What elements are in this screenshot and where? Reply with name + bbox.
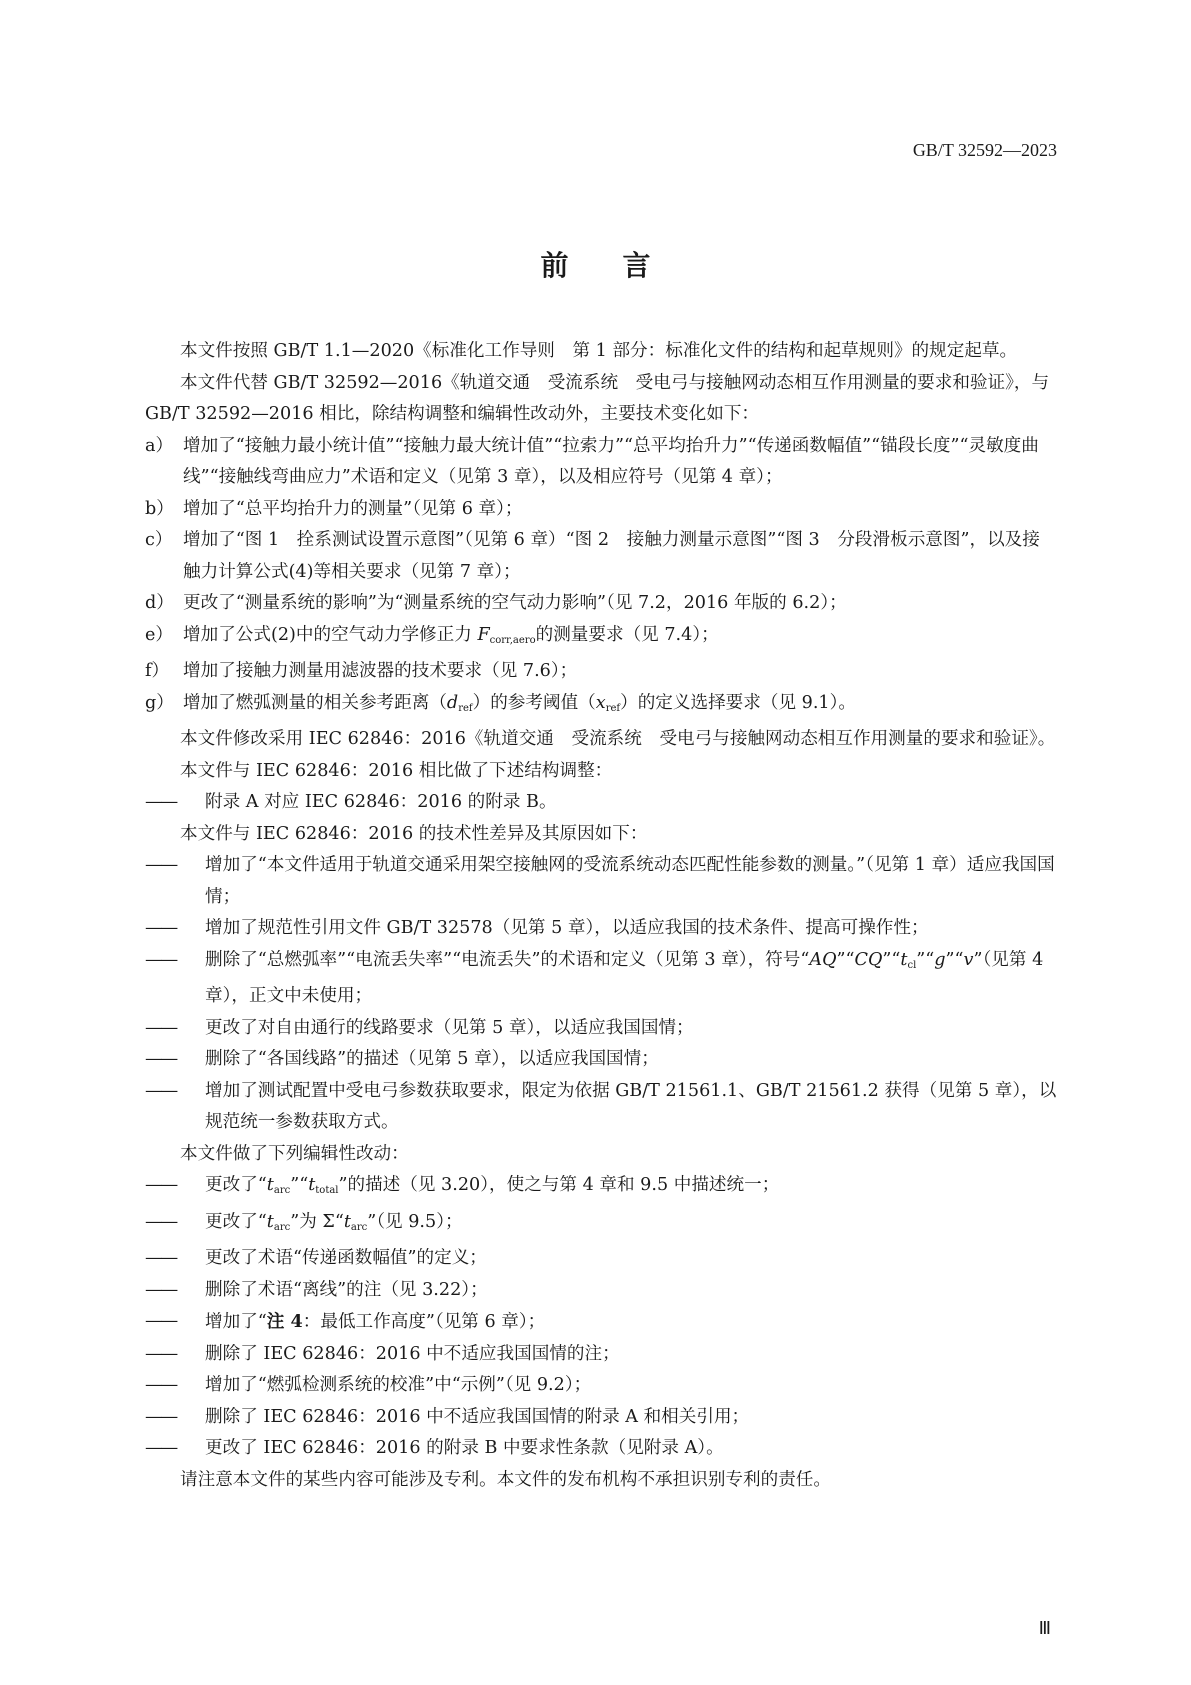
page-number: Ⅲ [1038,1618,1051,1638]
list-item: —— 删除了 IEC 62846：2016 中不适应我国国情的附录 A 和相关引用； [145,1406,750,1427]
list-item: —— 增加了测试配置中受电弓参数获取要求，限定为依据 GB/T 21561.1、GB/T 21561.2 获得（见第 5 章），以规范统一参数获取方式。 [145,1080,1057,1132]
paragraph: 本文件代替 GB/T 32592—2016《轨道交通 受流系统 受电弓与接触网动态相互作用测量的要求和验证》，与 GB/T 32592—2016 相比，除结构调整和编辑性改动外，主要技术变化如下： [145,372,1050,424]
list-item: —— 附录 A 对应 IEC 62846：2016 的附录 B。 [145,792,557,812]
list-item: —— 删除了 IEC 62846：2016 中不适应我国国情的注； [145,1343,620,1364]
list-item: —— 更改了“$t_{arc}$”为 $\Sigma“t_{arc}$”（见 9.5）； [145,1211,463,1233]
list-item: —— 更改了“$t_{arc}”“t_{total}$”的描述（见 3.20），使之与第 4 章和 9.5 中描述统一； [145,1175,780,1196]
paragraph: 本文件按照 GB/T 1.1—2020《标准化工作导则 第 1 部分：标准化文件的结构和起草规则》的规定起草。 [180,341,1018,361]
standard-number: GB/T 32592—2023 [912,140,1057,160]
list-item: —— 增加了“本文件适用于轨道交通采用架空接触网的受流系统动态匹配性能参数的测量。”（见第 1 章）适应我国国情； [145,855,1055,907]
paragraph: 本文件修改采用 IEC 62846：2016《轨道交通 受流系统 受电弓与接触网动态相互作用测量的要求和验证》。 [180,729,1056,749]
page-title: 前言 [540,249,705,282]
list-item: —— 删除了“各国线路”的描述（见第 5 章），以适应我国国情； [145,1049,659,1069]
list-item: e） 增加了公式(2)中的空气动力学修正力 $F_{corr,aero}$的测量要求（见 7.4）； [145,624,719,646]
paragraph: 本文件与 IEC 62846：2016 的技术性差异及其原因如下： [180,823,648,844]
list-item: —— 删除了术语“离线”的注（见 3.22）； [145,1279,488,1300]
list-item: —— 删除了“总燃弧率”“电流丢失率”“电流丢失”的术语和定义（见第 3 章），符号“$AQ”“CQ”“t_{cl}”“g”“v$”（见第 4 章），正文中未使用； [145,949,1044,1006]
list-item: —— 增加了“燃弧检测系统的校准”中“示例”（见 9.2）； [145,1375,592,1395]
list-item: g） 增加了燃弧测量的相关参考距离$(d_{ref})$的参考阈值$(x_{ref})$的定义选择要求（见 9.1）。 [145,692,857,714]
list-item: —— 更改了术语“传递函数幅值”的定义； [145,1248,487,1268]
paragraph: 本文件与 IEC 62846：2016 相比做了下述结构调整： [180,760,613,781]
paragraph: 本文件做了下列编辑性改动： [180,1143,409,1164]
list-item: f） 增加了接触力测量用滤波器的技术要求（见 7.6）； [145,661,578,681]
list-item: —— 增加了规范性引用文件 GB/T 32578（见第 5 章），以适应我国的技术条件、提高可操作性； [145,918,929,938]
document-body [145,336,1057,1496]
list-item: —— 更改了 IEC 62846：2016 的附录 B 中要求性条款（见附录 A）。 [145,1438,724,1458]
list-item: a） 增加了“接触力最小统计值”“接触力最大统计值”“拉索力”“总平均抬升力”“传递函数幅值”“锚段长度”“灵敏度曲线”“接触线弯曲应力”术语和定义（见第 3 章），以及相应符号（见第 4 章）； [145,435,1039,487]
list-item: c） 增加了“图 1 拴系测试设置示意图”（见第 6 章）“图 2 接触力测量示意图”“图 3 分段滑板示意图”，以及接触力计算公式(4)等相关要求（见第 7 章）； [145,530,1040,582]
list-item: —— 增加了“注 4：最低工作高度”（见第 6 章）； [145,1311,546,1332]
list-item: —— 更改了对自由通行的线路要求（见第 5 章），以适应我国国情； [145,1017,694,1038]
list-item: d） 更改了“测量系统的影响”为“测量系统的空气动力影响”（见 7.2，2016 年版的 6.2）； [145,593,847,613]
patent-notice: 请注意本文件的某些内容可能涉及专利。本文件的发布机构不承担识别专利的责任。 [180,1469,831,1490]
list-item: b） 增加了“总平均抬升力的测量”（见第 6 章）； [145,498,523,519]
